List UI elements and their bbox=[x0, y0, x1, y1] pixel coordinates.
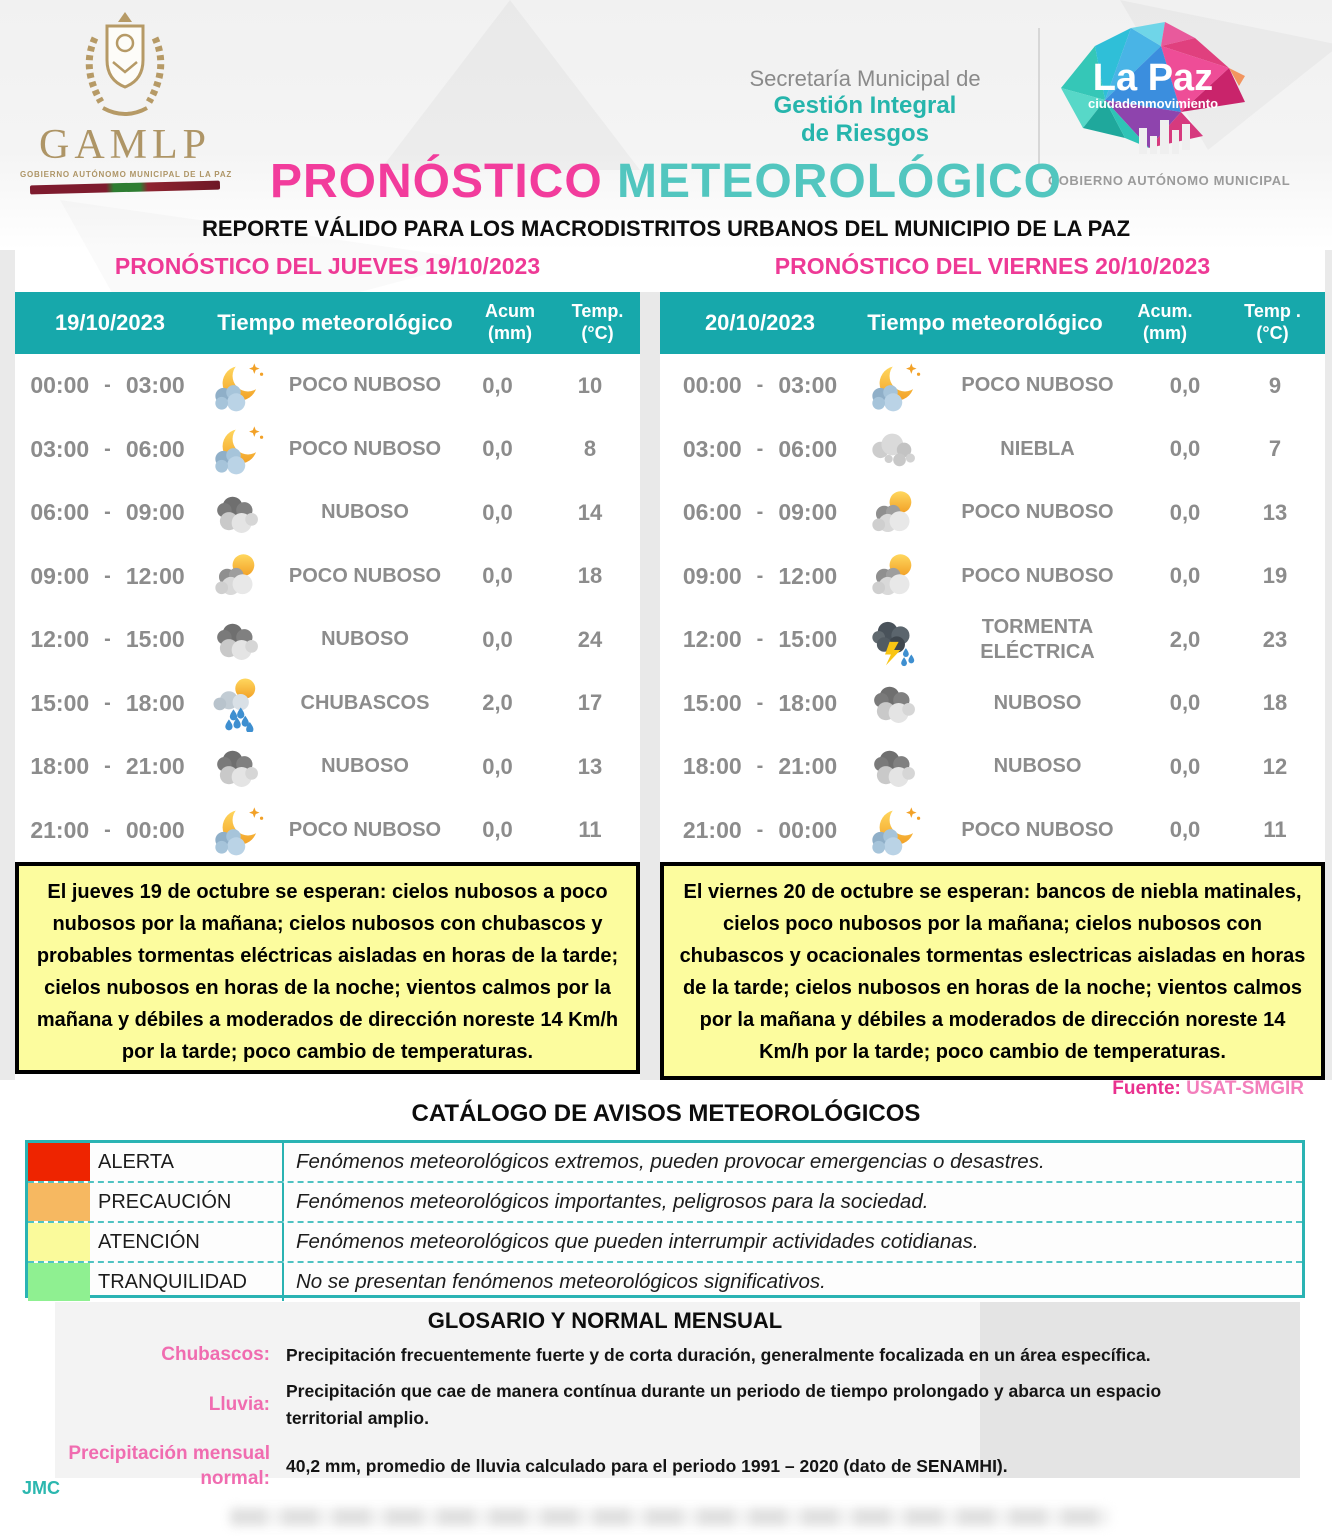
source-note bbox=[1112, 1078, 1304, 1100]
weather-icon bbox=[860, 801, 930, 859]
table-row bbox=[15, 608, 640, 672]
acum-value: 2,0 bbox=[482, 690, 513, 716]
condition-label: NUBOSO bbox=[321, 628, 409, 651]
page-title-part1: PRONÓSTICO bbox=[269, 155, 603, 208]
column-header-temp: Temp. (°C) bbox=[571, 301, 624, 343]
weather-icon bbox=[860, 611, 930, 669]
temp-value: 18 bbox=[577, 563, 603, 589]
table-row bbox=[15, 672, 640, 736]
page-title bbox=[0, 155, 1332, 208]
secretaria-line1: Secretaría Municipal de bbox=[749, 66, 981, 91]
acum-value: 0,0 bbox=[1169, 753, 1201, 779]
temp-value: 10 bbox=[577, 372, 603, 398]
table-rows bbox=[660, 354, 1325, 862]
author-initials: JMC bbox=[22, 1478, 61, 1498]
temp-value: 11 bbox=[578, 817, 602, 843]
weather-icon bbox=[200, 484, 275, 542]
condition-label: NIEBLA bbox=[1000, 437, 1075, 460]
column-header-temp: Temp . (°C) bbox=[1244, 301, 1301, 343]
source-label: Fuente: bbox=[1112, 1078, 1181, 1099]
glossary-definition: Precipitación que cae de manera contínua durante un periodo de tiempo prolongado y abarca un espacio territorial amplio. bbox=[286, 1381, 1162, 1428]
table-header bbox=[15, 292, 640, 354]
time-range: 18:00 - 21:00 bbox=[30, 753, 185, 780]
source-value: USAT-SMGIR bbox=[1186, 1078, 1304, 1099]
acum-value: 0,0 bbox=[482, 563, 513, 589]
catalog-row bbox=[28, 1221, 1302, 1261]
temp-value: 7 bbox=[1268, 436, 1282, 462]
acum-value: 0,0 bbox=[482, 817, 513, 843]
acum-value: 0,0 bbox=[1169, 436, 1201, 462]
acum-value: 2,0 bbox=[1169, 626, 1201, 652]
column-header-acum: Acum (mm) bbox=[484, 301, 535, 343]
forecast-title-friday: PRONÓSTICO DEL VIERNES 20/10/2023 bbox=[774, 253, 1211, 279]
column-header-date: 20/10/2023 bbox=[704, 310, 816, 335]
footer-blur-strip bbox=[230, 1508, 1110, 1526]
page-margin-strip bbox=[0, 250, 15, 1080]
condition-label: POCO NUBOSO bbox=[288, 818, 442, 841]
time-range: 15:00 - 18:00 bbox=[682, 689, 838, 716]
page-margin-strip bbox=[1325, 250, 1332, 1080]
condition-label: POCO NUBOSO bbox=[961, 501, 1114, 524]
alert-level-description: Fenómenos meteorológicos que pueden interrumpir actividades cotidianas. bbox=[282, 1223, 1302, 1261]
acum-value: 0,0 bbox=[482, 499, 513, 525]
time-range: 12:00 - 15:00 bbox=[682, 626, 838, 653]
secretaria-title bbox=[700, 66, 1030, 149]
column-header-weather: Tiempo meteorológico bbox=[217, 310, 453, 335]
glossary-term: Chubascos: bbox=[161, 1344, 270, 1366]
table-gap-strip bbox=[640, 292, 660, 1080]
acum-value: 0,0 bbox=[1169, 499, 1201, 525]
gamlp-crest-icon bbox=[73, 10, 177, 122]
condition-label: CHUBASCOS bbox=[300, 691, 430, 714]
condition-label: TORMENTA ELÉCTRICA bbox=[980, 615, 1095, 663]
time-range: 06:00 - 09:00 bbox=[30, 499, 185, 526]
time-range: 12:00 - 15:00 bbox=[30, 626, 185, 653]
time-range: 06:00 - 09:00 bbox=[682, 499, 838, 526]
condition-label: NUBOSO bbox=[321, 501, 409, 524]
column-header-date: 19/10/2023 bbox=[54, 310, 166, 335]
catalog-row bbox=[28, 1181, 1302, 1221]
table-header bbox=[660, 292, 1325, 354]
weather-icon bbox=[860, 420, 930, 478]
time-range: 00:00 - 03:00 bbox=[30, 372, 185, 399]
time-range: 03:00 - 06:00 bbox=[682, 435, 838, 462]
weather-icon bbox=[200, 674, 275, 732]
time-range: 09:00 - 12:00 bbox=[682, 562, 838, 589]
weather-icon bbox=[860, 738, 930, 796]
alert-level-label: ATENCIÓN bbox=[98, 1230, 200, 1253]
table-row bbox=[15, 735, 640, 799]
alert-color-swatch bbox=[28, 1183, 90, 1221]
temp-value: 18 bbox=[1262, 690, 1288, 716]
acum-value: 0,0 bbox=[1169, 372, 1201, 398]
weather-icon bbox=[200, 420, 275, 478]
secretaria-line3: de Riesgos bbox=[800, 120, 930, 148]
glossary-term: Precipitación mensual normal: bbox=[68, 1442, 270, 1490]
condition-label: POCO NUBOSO bbox=[288, 564, 442, 587]
alert-color-swatch bbox=[28, 1143, 90, 1181]
weather-icon bbox=[860, 357, 930, 415]
weather-icon bbox=[200, 357, 275, 415]
table-row bbox=[660, 735, 1325, 799]
temp-value: 12 bbox=[1262, 753, 1288, 779]
time-range: 21:00 - 00:00 bbox=[30, 816, 185, 843]
condition-label: POCO NUBOSO bbox=[961, 564, 1114, 587]
table-row bbox=[660, 545, 1325, 609]
weather-icon bbox=[860, 484, 930, 542]
temp-value: 11 bbox=[1263, 817, 1287, 843]
acum-value: 0,0 bbox=[482, 626, 513, 652]
temp-value: 24 bbox=[577, 626, 603, 652]
weather-icon bbox=[200, 801, 275, 859]
table-row bbox=[660, 418, 1325, 482]
catalog-row bbox=[28, 1143, 1302, 1181]
temp-value: 9 bbox=[1268, 372, 1282, 398]
alert-color-swatch bbox=[28, 1223, 90, 1261]
glossary-entries bbox=[55, 1342, 1300, 1492]
temp-value: 8 bbox=[583, 436, 597, 462]
page-title-part2: METEOROLÓGICO bbox=[617, 155, 1063, 208]
acum-value: 0,0 bbox=[482, 436, 513, 462]
weather-icon bbox=[860, 674, 930, 732]
forecast-title-thursday: PRONÓSTICO DEL JUEVES 19/10/2023 bbox=[114, 253, 541, 279]
table-row bbox=[660, 608, 1325, 672]
alert-level-description: Fenómenos meteorológicos importantes, peligrosos para la sociedad. bbox=[282, 1183, 1302, 1221]
temp-value: 17 bbox=[577, 690, 603, 716]
alert-level-label: PRECAUCIÓN bbox=[98, 1190, 232, 1213]
condition-label: POCO NUBOSO bbox=[961, 818, 1114, 841]
glossary-term: Lluvia: bbox=[208, 1393, 270, 1415]
temp-value: 13 bbox=[577, 753, 603, 779]
secretaria-line2: Gestión Integral bbox=[773, 91, 957, 119]
alert-level-description: No se presentan fenómenos meteorológicos significativos. bbox=[282, 1263, 1302, 1301]
acum-value: 0,0 bbox=[482, 372, 513, 398]
column-header-weather: Tiempo meteorológico bbox=[867, 310, 1103, 335]
condition-label: NUBOSO bbox=[993, 755, 1082, 778]
summary-friday: El viernes 20 de octubre se esperan: bancos de niebla matinales, cielos poco nubosos por la mañana; cielos nubosos con chubascos y ocacionales tormentas eslectricas aisladas en horas de la tarde; cielos nubosos en horas de la noche; vientos calmos por la mañana y débiles a moderados de dirección noreste 14 Km/h por la tarde; poco cambio de temperaturas. bbox=[660, 862, 1325, 1080]
table-row bbox=[660, 481, 1325, 545]
table-row bbox=[15, 418, 640, 482]
alert-level-description: Fenómenos meteorológicos extremos, pueden provocar emergencias o desastres. bbox=[282, 1143, 1302, 1181]
catalog-table bbox=[25, 1140, 1305, 1298]
table-row bbox=[15, 481, 640, 545]
lapaz-subtitle: ciudadenmovimiento bbox=[1087, 96, 1219, 111]
temp-value: 14 bbox=[577, 499, 603, 525]
summary-thursday: El jueves 19 de octubre se esperan: cielos nubosos a poco nubosos por la mañana; cielos nubosos con chubascos y probables tormentas eléctricas aisladas en horas de la tarde; cielos nubosos en horas de la noche; vientos calmos por la mañana y débiles a moderados de dirección noreste 14 Km/h por la tarde; poco cambio de temperaturas. bbox=[15, 862, 640, 1074]
glossary-definition: Precipitación frecuentemente fuerte y de corta duración, generalmente focalizada en un área específica. bbox=[286, 1345, 1151, 1365]
gamlp-tagline: GOBIERNO AUTÓNOMO MUNICIPAL DE LA PAZ bbox=[20, 170, 233, 179]
glossary-title: GLOSARIO Y NORMAL MENSUAL bbox=[427, 1308, 783, 1333]
lapaz-city-icon bbox=[1053, 16, 1253, 166]
gamlp-acronym: GAMLP bbox=[38, 122, 212, 168]
time-range: 21:00 - 00:00 bbox=[682, 816, 838, 843]
weather-icon bbox=[200, 547, 275, 605]
time-range: 15:00 - 18:00 bbox=[30, 689, 185, 716]
time-range: 03:00 - 06:00 bbox=[30, 435, 185, 462]
weather-icon bbox=[860, 547, 930, 605]
lapaz-wordmark: La Paz bbox=[1092, 57, 1214, 99]
table-row bbox=[660, 799, 1325, 863]
acum-value: 0,0 bbox=[1169, 563, 1201, 589]
alert-level-label: TRANQUILIDAD bbox=[98, 1270, 247, 1293]
glossary-definition: 40,2 mm, promedio de lluvia calculado para el periodo 1991 – 2020 (dato de SENAMHI). bbox=[286, 1456, 1008, 1477]
acum-value: 0,0 bbox=[1169, 817, 1201, 843]
table-row bbox=[660, 354, 1325, 418]
catalog-row bbox=[28, 1261, 1302, 1301]
table-row bbox=[15, 545, 640, 609]
acum-value: 0,0 bbox=[1169, 690, 1201, 716]
column-header-acum: Acum. (mm) bbox=[1137, 301, 1193, 343]
acum-value: 0,0 bbox=[482, 753, 513, 779]
condition-label: POCO NUBOSO bbox=[288, 437, 442, 460]
condition-label: POCO NUBOSO bbox=[288, 374, 442, 397]
lapaz-footer-text: GOBIERNO AUTÓNOMO MUNICIPAL bbox=[1048, 173, 1291, 188]
catalog-title: CATÁLOGO DE AVISOS METEOROLÓGICOS bbox=[411, 1100, 921, 1127]
weather-icon bbox=[200, 738, 275, 796]
weather-icon bbox=[200, 611, 275, 669]
alert-color-swatch bbox=[28, 1263, 90, 1301]
table-row bbox=[15, 799, 640, 863]
time-range: 00:00 - 03:00 bbox=[682, 372, 838, 399]
condition-label: NUBOSO bbox=[321, 755, 409, 778]
header-divider bbox=[1038, 28, 1040, 168]
temp-value: 19 bbox=[1262, 563, 1288, 589]
condition-label: NUBOSO bbox=[993, 691, 1082, 714]
table-rows bbox=[15, 354, 640, 862]
time-range: 18:00 - 21:00 bbox=[682, 753, 838, 780]
condition-label: POCO NUBOSO bbox=[961, 374, 1114, 397]
table-row bbox=[660, 672, 1325, 736]
page-subtitle: REPORTE VÁLIDO PARA LOS MACRODISTRITOS URBANOS DEL MUNICIPIO DE LA PAZ bbox=[201, 216, 1131, 241]
glossary-section bbox=[55, 1302, 1300, 1490]
time-range: 09:00 - 12:00 bbox=[30, 562, 185, 589]
temp-value: 23 bbox=[1262, 626, 1288, 652]
temp-value: 13 bbox=[1262, 499, 1288, 525]
alert-level-label: ALERTA bbox=[98, 1150, 174, 1173]
table-row bbox=[15, 354, 640, 418]
